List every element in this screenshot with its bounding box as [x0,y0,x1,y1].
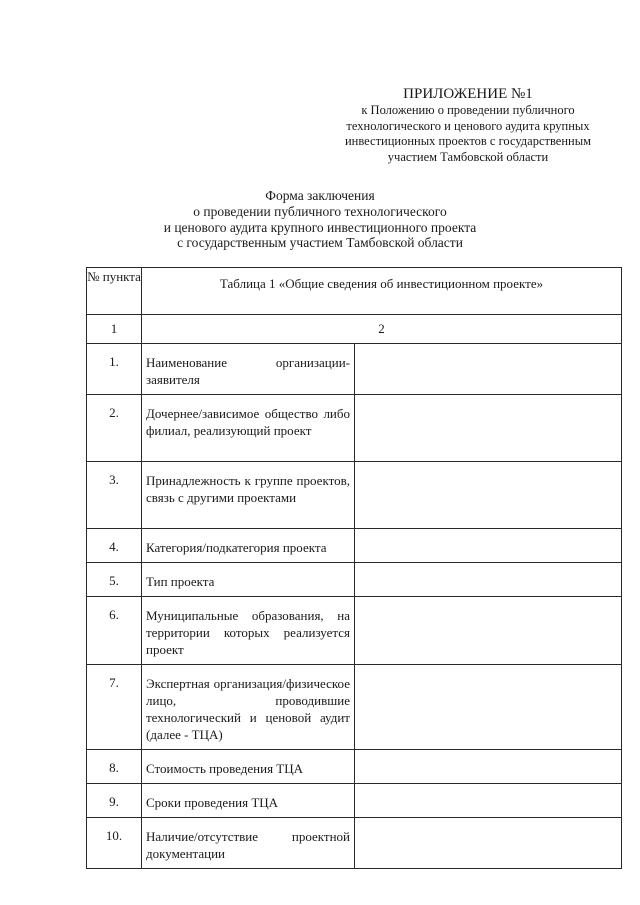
appendix-line: участием Тамбовской области [387,149,549,164]
table-row [87,818,622,869]
row-label: Дочернее/зависимое общество либо филиал, реализующий проект [142,395,355,462]
row-label: Муниципальные образования, на территории которых реализуется проект [142,597,355,665]
row-number: 4. [87,529,142,563]
row-number: 7. [87,665,142,750]
row-label: Принадлежность к группе проектов, связь с другими проектами [142,462,355,529]
appendix-line: к Положению о проведении публичного [361,103,575,117]
row-number: 9. [87,784,142,818]
row-label: Наличие/отсутствие проектной документации [142,818,355,869]
form-heading-line: с государственным участием Тамбовской области [177,235,463,251]
row-value-cell[interactable] [355,563,622,597]
row-value-cell[interactable] [355,462,622,529]
column-number-1: 1 [87,315,142,344]
table-row [87,462,622,529]
table-row [87,597,622,665]
form-heading [120,188,520,251]
row-number: 10. [87,818,142,869]
row-value-cell[interactable] [355,344,622,395]
row-label: Экспертная организация/физическое лицо, проводившие технологический и ценовой аудит (далее - ТЦА) [142,665,355,750]
table-row [87,750,622,784]
row-number: 5. [87,563,142,597]
row-number: 2. [87,395,142,462]
row-number: 6. [87,597,142,665]
row-value-cell[interactable] [355,784,622,818]
form-heading-line: о проведении публичного технологического [193,203,447,219]
row-value-cell[interactable] [355,750,622,784]
row-label: Тип проекта [142,563,355,597]
form-heading-line: и ценового аудита крупного инвестиционного проекта [163,219,477,235]
table-row [87,665,622,750]
column-number-row [87,315,622,344]
appendix-title: ПРИЛОЖЕНИЕ №1 [403,86,533,102]
column-number-2: 2 [142,315,622,344]
table-row [87,344,622,395]
table-row [87,563,622,597]
project-info-table [86,267,622,869]
row-number: 8. [87,750,142,784]
row-label: Сроки проведения ТЦА [142,784,355,818]
row-number: 3. [87,462,142,529]
table-row [87,529,622,563]
row-label: Категория/подкатегория проекта [142,529,355,563]
row-number: 1. [87,344,142,395]
row-value-cell[interactable] [355,665,622,750]
appendix-block [330,86,606,165]
header-table-title: Таблица 1 «Общие сведения об инвестиционном проекте» [142,268,622,315]
header-item-number: № пункта [87,268,142,315]
row-value-cell[interactable] [355,818,622,869]
table-header-row [87,268,622,315]
row-value-cell[interactable] [355,395,622,462]
row-value-cell[interactable] [355,597,622,665]
appendix-line: инвестиционных проектов с государственным [344,134,592,148]
row-label: Стоимость проведения ТЦА [142,750,355,784]
row-value-cell[interactable] [355,529,622,563]
table-row [87,395,622,462]
table-row [87,784,622,818]
row-label: Наименование организации-заявителя [142,344,355,395]
appendix-line: технологического и ценового аудита крупных [346,118,590,133]
form-heading-line: Форма заключения [265,188,375,203]
